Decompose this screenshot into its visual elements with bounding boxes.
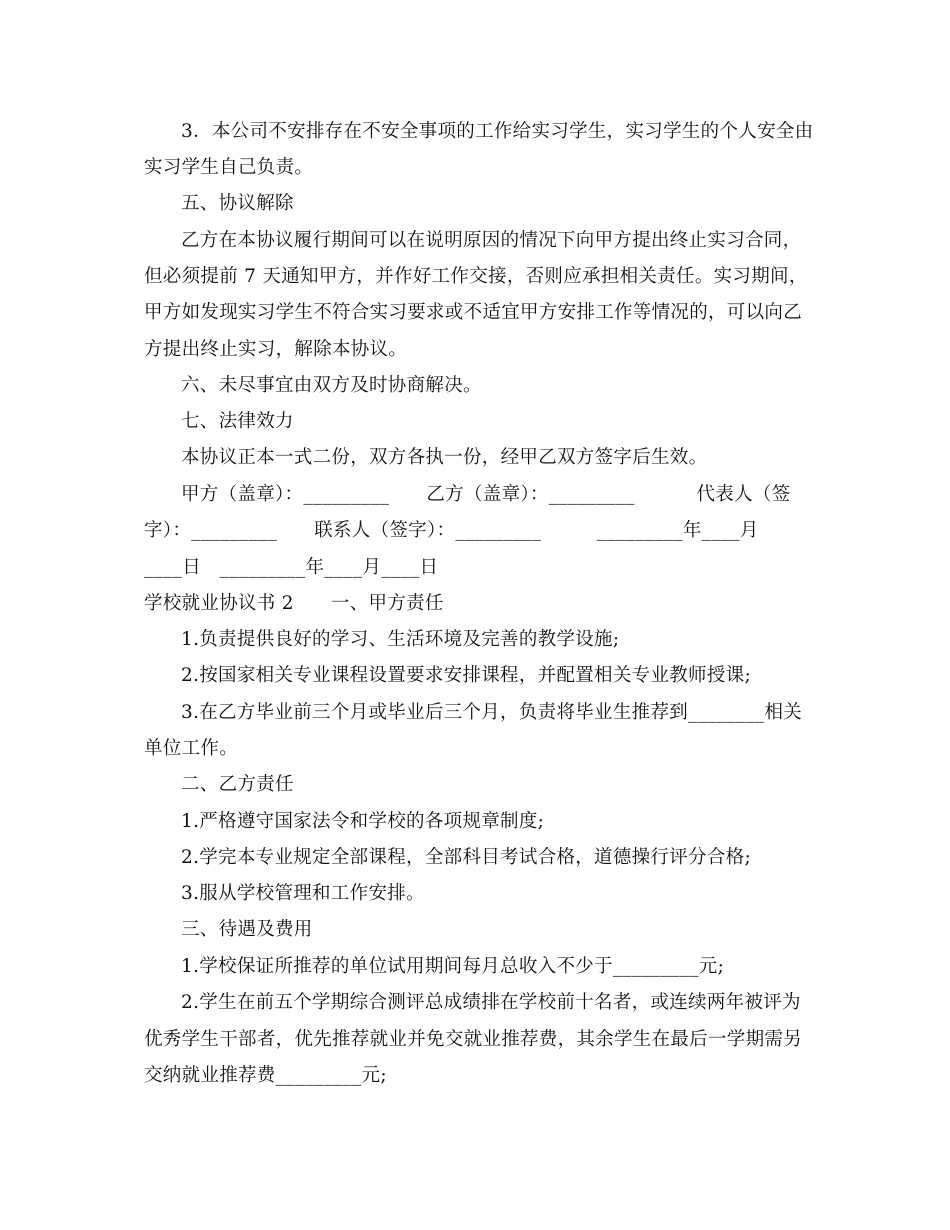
text-line: 3.服从学校管理和工作安排。 [181, 883, 425, 904]
text-line: 2.学生在前五个学期综合测评总成绩排在学校前十名者，或连续两年被评为 [181, 992, 801, 1013]
section-heading: 三、待遇及费用 [181, 919, 313, 940]
text-line: 2.按国家相关专业课程设置要求安排课程，并配置相关专业教师授课; [181, 665, 751, 686]
text-line: 1.负责提供良好的学习、生活环境及完善的教学设施; [181, 629, 620, 650]
text-line: 实习学生自己负责。 [144, 157, 314, 178]
section-heading: 六、未尽事宜由双方及时协商解决。 [181, 375, 482, 396]
text-line: 3．本公司不安排存在不安全事项的工作给实习学生，实习学生的个人安全由 [181, 121, 814, 142]
text-line: 方提出终止实习，解除本协议。 [144, 339, 408, 360]
section-heading: 二、乙方责任 [181, 774, 294, 795]
text-line: 但必须提前 7 天通知甲方，并作好工作交接，否则应承担相关责任。实习期间， [144, 266, 808, 287]
text-line: 3.在乙方毕业前三个月或毕业后三个月，负责将毕业生推荐到________相关 [181, 702, 803, 723]
section-heading: 五、协议解除 [181, 193, 294, 214]
text-line: 优秀学生干部者，优先推荐就业并免交就业推荐费，其余学生在最后一学期需另 [144, 1029, 803, 1050]
signature-line: ____日 _________年____月____日 [144, 557, 439, 578]
text-line: 2.学完本专业规定全部课程，全部科目考试合格，道德操行评分合格; [181, 847, 751, 868]
text-line: 甲方如发现实习学生不符合实习要求或不适宜甲方安排工作等情况的，可以向乙 [144, 302, 803, 323]
document-title: 学校就业协议书 2 一、甲方责任 [144, 593, 444, 614]
text-line: 1.学校保证所推荐的单位试用期间每月总收入不少于_________元; [181, 956, 725, 977]
text-line: 乙方在本协议履行期间可以在说明原因的情况下向甲方提出终止实习合同， [181, 230, 802, 251]
signature-line: 甲方（盖章）：_________ 乙方（盖章）：_________ 代表人（签 [181, 484, 791, 505]
text-line: 单位工作。 [144, 738, 239, 759]
text-line: 本协议正本一式二份，双方各执一份，经甲乙双方签字后生效。 [181, 447, 708, 468]
text-line: 1.严格遵守国家法令和学校的各项规章制度; [181, 811, 545, 832]
text-line: 交纳就业推荐费_________元; [144, 1065, 387, 1086]
signature-line: 字）：_________ 联系人（签字）：_________ _________年____月 [144, 520, 759, 541]
section-heading: 七、法律效力 [181, 411, 294, 432]
